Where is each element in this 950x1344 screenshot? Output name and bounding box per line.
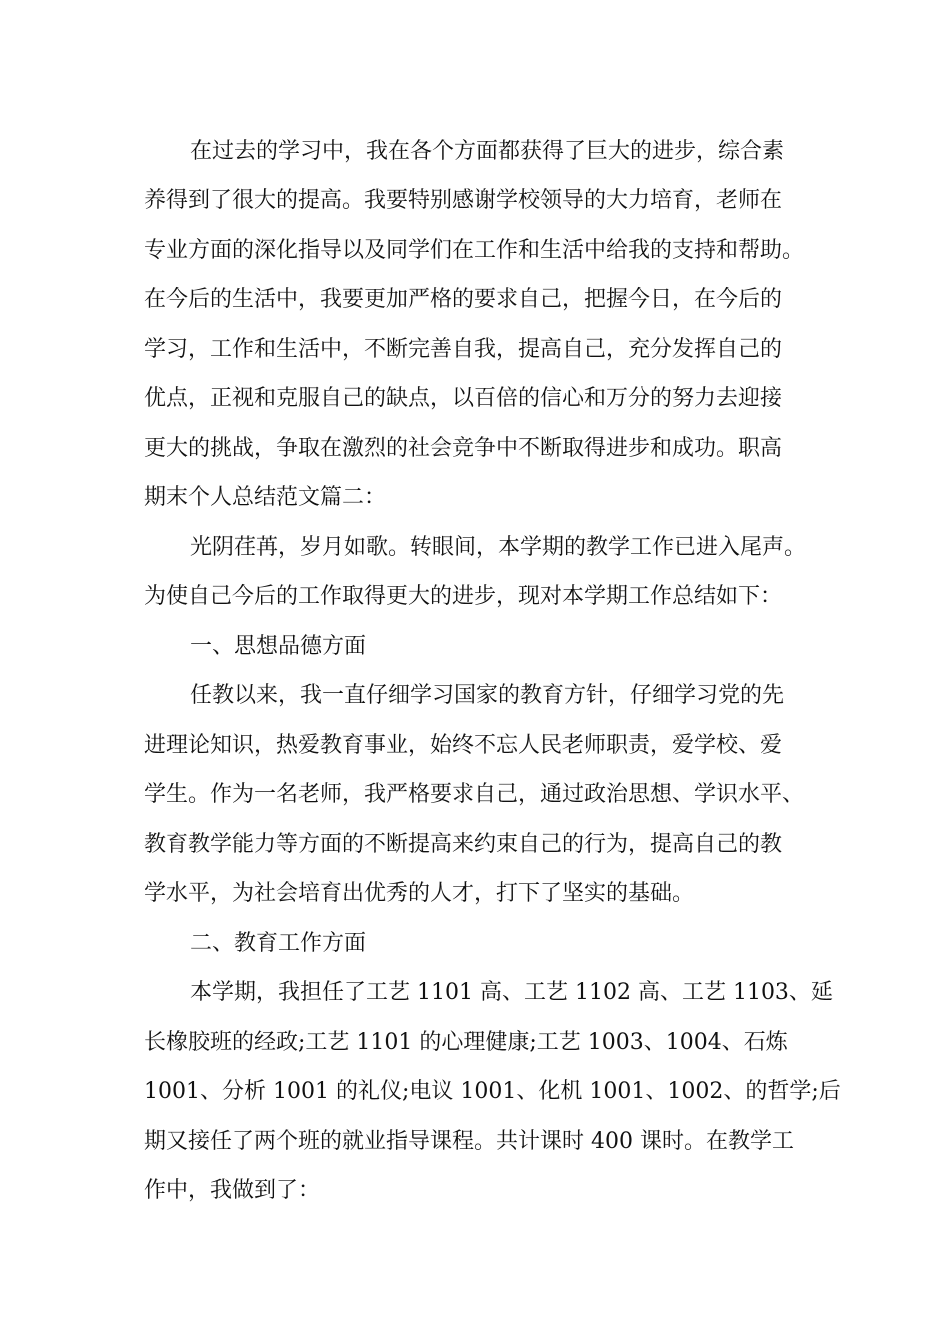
paragraph-1-line-3: 专业方面的深化指导以及同学们在工作和生活中给我的支持和帮助。 [144,238,805,263]
section-heading-1: 一、思想品德方面 [190,634,367,659]
paragraph-1-line-6: 优点，正视和克服自己的缺点，以百倍的信心和万分的努力去迎接 [144,386,783,411]
paragraph-1-line-4: 在今后的生活中，我要更加严格的要求自己，把握今日，在今后的 [144,287,783,312]
paragraph-1-line-7: 更大的挑战，争取在激烈的社会竞争中不断取得进步和成功。职高 [144,436,783,461]
paragraph-4-line-3: 1001、分析 1001 的礼仪;电议 1001、化机 1001、1002、的哲学;后 [144,1079,841,1104]
paragraph-1-line-1: 在过去的学习中，我在各个方面都获得了巨大的进步，综合素 [190,139,785,164]
paragraph-3-line-2: 进理论知识，热爱教育事业，始终不忘人民老师职责，爱学校、爱 [144,733,783,758]
paragraph-3-line-5: 学水平，为社会培育出优秀的人才，打下了坚实的基础。 [144,881,695,906]
paragraph-4-line-4: 期又接任了两个班的就业指导课程。共计课时 400 课时。在教学工 [144,1129,794,1154]
paragraph-2-line-2: 为使自己今后的工作取得更大的进步，现对本学期工作总结如下： [144,584,783,609]
paragraph-4-line-2: 长橡胶班的经政;工艺 1101 的心理健康;工艺 1003、1004、石炼 [144,1030,788,1055]
paragraph-2-line-1: 光阴荏苒，岁月如歌。转眼间，本学期的教学工作已进入尾声。 [190,535,807,560]
paragraph-4-line-5: 作中，我做到了： [144,1178,321,1203]
paragraph-3-line-4: 教育教学能力等方面的不断提高来约束自己的行为，提高自己的教 [144,832,783,857]
paragraph-1-line-2: 养得到了很大的提高。我要特别感谢学校领导的大力培育，老师在 [144,188,783,213]
paragraph-1-line-5: 学习，工作和生活中，不断完善自我，提高自己，充分发挥自己的 [144,337,783,362]
section-heading-2: 二、教育工作方面 [190,931,367,956]
paragraph-4-line-1: 本学期，我担任了工艺 1101 高、工艺 1102 高、工艺 1103、延 [190,980,833,1005]
paragraph-3-line-3: 学生。作为一名老师，我严格要求自己，通过政治思想、学识水平、 [144,782,805,807]
paragraph-3-line-1: 任教以来，我一直仔细学习国家的教育方针，仔细学习党的先 [190,683,785,708]
paragraph-1-line-8: 期末个人总结范文篇二： [144,485,387,510]
